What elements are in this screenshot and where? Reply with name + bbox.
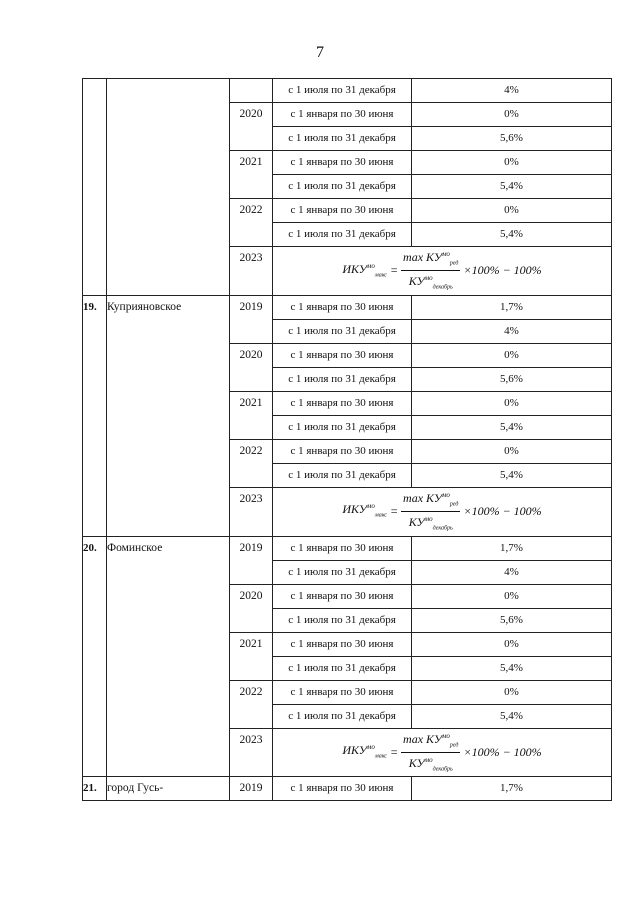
value-cell: 5,4% [412, 415, 612, 439]
value-cell: 5,4% [412, 656, 612, 680]
year-cell: 2019 [230, 777, 273, 801]
section-name: Фоминское [107, 536, 230, 777]
period-cell: с 1 января по 30 июня [273, 151, 412, 175]
year-cell: 2020 [230, 103, 273, 151]
period-cell: с 1 января по 30 июня [273, 295, 412, 319]
formula: $ИКУ^{мо}_{макс}$ = $\frac{\max КУ^{мо}_{ред}}{КУ^{мо}_{декабрь}}$ ×100% − 100% [342, 488, 541, 536]
section-number: 19. [83, 295, 107, 536]
value-cell: 5,4% [412, 704, 612, 728]
page-number: 7 [316, 44, 324, 61]
period-cell: с 1 января по 30 июня [273, 536, 412, 560]
period-cell: с 1 июля по 31 декабря [273, 704, 412, 728]
section-number: 21. [83, 777, 107, 801]
period-cell: с 1 июля по 31 декабря [273, 415, 412, 439]
value-cell: 0% [412, 343, 612, 367]
period-cell: с 1 января по 30 июня [273, 199, 412, 223]
formula-cell [273, 487, 612, 536]
section-number [83, 79, 107, 296]
period-cell: с 1 января по 30 июня [273, 439, 412, 463]
year-cell: 2021 [230, 632, 273, 680]
value-cell: 5,4% [412, 223, 612, 247]
formula: $ИКУ^{мо}_{макс}$ = $\frac{\max КУ^{мо}_{ред}}{КУ^{мо}_{декабрь}}$ ×100% − 100% [342, 729, 541, 777]
year-cell: 2020 [230, 343, 273, 391]
year-cell: 2021 [230, 151, 273, 199]
period-cell: с 1 июля по 31 декабря [273, 560, 412, 584]
period-cell: с 1 июля по 31 декабря [273, 127, 412, 151]
period-cell: с 1 января по 30 июня [273, 391, 412, 415]
year-cell: 2023 [230, 728, 273, 777]
value-cell: 5,4% [412, 175, 612, 199]
period-cell: с 1 июля по 31 декабря [273, 319, 412, 343]
formula-cell [273, 247, 612, 296]
period-cell: с 1 июля по 31 декабря [273, 223, 412, 247]
value-cell: 0% [412, 680, 612, 704]
year-cell: 2019 [230, 536, 273, 584]
year-cell [230, 79, 273, 103]
value-cell: 5,6% [412, 608, 612, 632]
value-cell: 0% [412, 199, 612, 223]
period-cell: с 1 января по 30 июня [273, 680, 412, 704]
year-cell: 2023 [230, 247, 273, 296]
period-cell: с 1 июля по 31 декабря [273, 79, 412, 103]
section-name: Куприяновское [107, 295, 230, 536]
period-cell: с 1 июля по 31 декабря [273, 175, 412, 199]
period-cell: с 1 июля по 31 декабря [273, 367, 412, 391]
table-row [83, 79, 612, 103]
value-cell: 0% [412, 103, 612, 127]
value-cell: 1,7% [412, 295, 612, 319]
tariff-table [82, 78, 612, 801]
section-number: 20. [83, 536, 107, 777]
value-cell: 5,6% [412, 127, 612, 151]
period-cell: с 1 июля по 31 декабря [273, 463, 412, 487]
year-cell: 2021 [230, 391, 273, 439]
formula: $ИКУ^{мо}_{макс}$ = $\frac{\max КУ^{мо}_{ред}}{КУ^{мо}_{декабрь}}$ ×100% − 100% [342, 247, 541, 295]
value-cell: 0% [412, 439, 612, 463]
value-cell: 4% [412, 319, 612, 343]
period-cell: с 1 января по 30 июня [273, 343, 412, 367]
value-cell: 0% [412, 584, 612, 608]
value-cell: 0% [412, 151, 612, 175]
year-cell: 2020 [230, 584, 273, 632]
section-name [107, 79, 230, 296]
year-cell: 2022 [230, 439, 273, 487]
formula-cell [273, 728, 612, 777]
period-cell: с 1 января по 30 июня [273, 632, 412, 656]
value-cell: 4% [412, 79, 612, 103]
period-cell: с 1 января по 30 июня [273, 584, 412, 608]
year-cell: 2022 [230, 199, 273, 247]
table-row [83, 536, 612, 560]
period-cell: с 1 января по 30 июня [273, 103, 412, 127]
table-row [83, 295, 612, 319]
year-cell: 2019 [230, 295, 273, 343]
value-cell: 4% [412, 560, 612, 584]
table-row [83, 777, 612, 801]
section-name: город Гусь- [107, 777, 230, 801]
period-cell: с 1 июля по 31 декабря [273, 656, 412, 680]
value-cell: 0% [412, 391, 612, 415]
year-cell: 2023 [230, 487, 273, 536]
year-cell: 2022 [230, 680, 273, 728]
value-cell: 5,6% [412, 367, 612, 391]
period-cell: с 1 июля по 31 декабря [273, 608, 412, 632]
value-cell: 1,7% [412, 536, 612, 560]
period-cell: с 1 января по 30 июня [273, 777, 412, 801]
value-cell: 0% [412, 632, 612, 656]
value-cell: 1,7% [412, 777, 612, 801]
value-cell: 5,4% [412, 463, 612, 487]
